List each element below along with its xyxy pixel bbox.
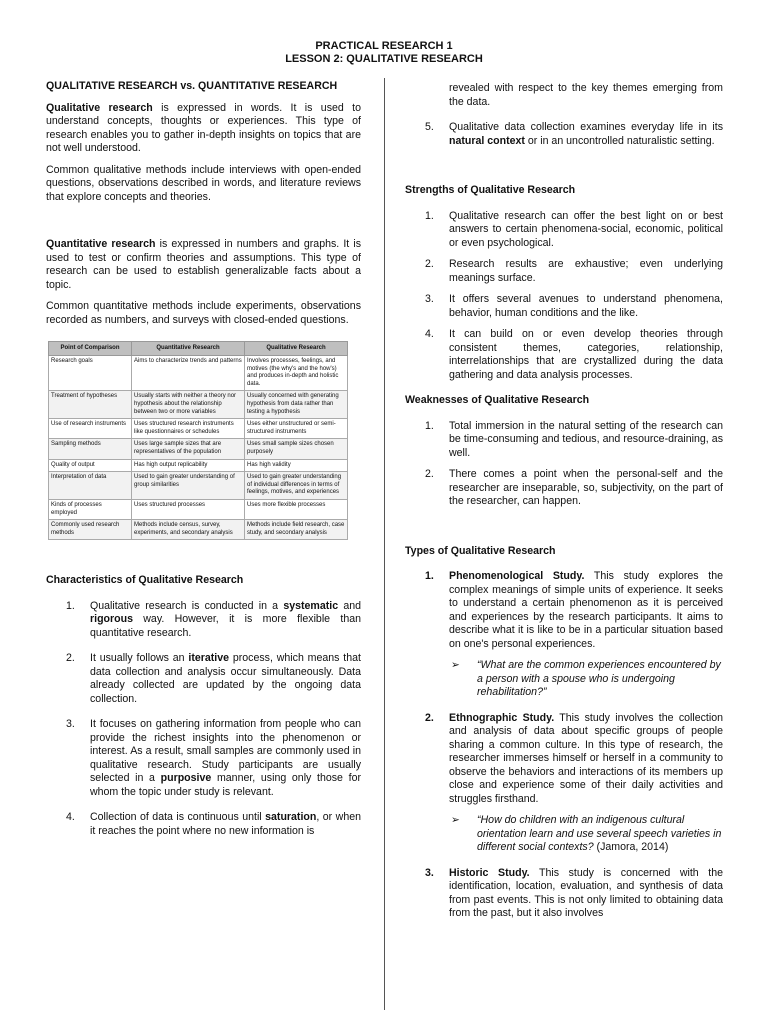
list-item: 1. Phenomenological Study. This study explores the complex meanings of simple units of experience. It seeks to understand a certain phenomenon as it is perceived and experiences by the research participants. It aims to describe what it is like to be in a particular situation based on one's personal experiences. — [425, 570, 723, 650]
course-title: PRACTICAL RESEARCH 1 — [315, 40, 453, 52]
table-cell: Treatment of hypotheses — [49, 391, 132, 419]
list-item-continuation: revealed with respect to the key themes emerging from the data. — [449, 82, 723, 108]
table-row — [49, 459, 348, 472]
list-item: 2. Ethnographic Study. This study involves the collection and analysis of data about specific groups of people sharing a common culture. In this type of research, the researcher immerses himself or herself in a community to observe the behaviors and interactions of its members up close and experience some of their daily activities and struggles firsthand. — [425, 711, 723, 805]
list-item: 4. Collection of data is continuous until saturation, or when it reaches the point where no new information is — [66, 811, 361, 837]
table-cell: Uses large sample sizes that are representatives of the population — [132, 439, 245, 459]
lesson-title: LESSON 2: QUALITATIVE RESEARCH — [285, 53, 483, 65]
strengths-heading: Strengths of Qualitative Research — [405, 184, 576, 196]
table-header-row — [49, 342, 348, 356]
weaknesses-heading: Weaknesses of Qualitative Research — [405, 394, 590, 406]
table-cell: Uses more flexible processes — [245, 499, 348, 519]
list-item: 1. Qualitative research is conducted in a systematic and rigorous way. However, it is more flexible than quantitative research. — [66, 599, 361, 639]
list-item: 2. There comes a point when the personal-self and the researcher are inseparable, so, subjectivity, on the part of the researcher, can happen. — [425, 468, 723, 507]
table-header: Quantitative Research — [132, 342, 245, 356]
table-cell: Usually concerned with generating hypothesis from data rather than testing a hypothesis — [245, 391, 348, 419]
table-header: Qualitative Research — [245, 342, 348, 356]
table-cell: Sampling methods — [49, 439, 132, 459]
table-cell: Use of research instruments — [49, 419, 132, 439]
comparison-heading: QUALITATIVE RESEARCH vs. QUANTITATIVE RESEARCH — [46, 80, 338, 92]
list-item: 3. It offers several avenues to understand phenomena, behavior, human conditions and the like. — [425, 293, 723, 319]
qualitative-methods: Common qualitative methods include interviews with open-ended questions, observations described in words, and literature reviews that explore concepts and theories. — [46, 163, 361, 203]
table-cell: Involves processes, feelings, and motives (the why's and the how's) and produces in-depth and holistic data. — [245, 356, 348, 391]
table-cell: Used to gain greater understanding of group similarities — [132, 472, 245, 500]
list-item: 4. It can build on or even develop theories through consistent themes, categories, relationship, interrelationships that are crystallized during the data gathering and data analysis processes. — [425, 328, 723, 381]
table-header: Point of Comparison — [49, 342, 132, 356]
qualitative-term: Qualitative research — [46, 101, 153, 114]
table-cell: Aims to characterize trends and patterns — [132, 356, 245, 391]
list-item: 2. Research results are exhaustive; even underlying meanings surface. — [425, 258, 723, 284]
table-row — [49, 499, 348, 519]
table-cell: Kinds of processes employed — [49, 499, 132, 519]
list-item: 2. It usually follows an iterative process, which means that data collection and analysis occur simultaneously. Data already collected are updated by the ongoing data collection. — [66, 652, 361, 705]
characteristics-heading: Characteristics of Qualitative Research — [46, 574, 244, 587]
table-row — [49, 356, 348, 391]
table-cell: Methods include field research, case study, and secondary analysis — [245, 520, 348, 540]
types-heading: Types of Qualitative Research — [405, 544, 556, 557]
table-cell: Usually starts with neither a theory nor hypothesis about the relationship between two or more variables — [132, 391, 245, 419]
left-column — [46, 80, 361, 838]
list-item: 5. Qualitative data collection examines everyday life in its natural context or in an uncontrolled naturalistic setting. — [425, 121, 723, 147]
table-cell: Uses small sample sizes chosen purposely — [245, 439, 348, 459]
qualitative-definition: Qualitative research is expressed in words. It is used to understand concepts, thoughts or experiences. This type of research enables you to gather in-depth insights on topics that are not well understood. — [46, 101, 361, 154]
table-cell: Commonly used research methods — [49, 520, 132, 540]
example-bullet: ➢ “How do children with an indigenous cultural orientation learn and use several speech varieties in different social contexts? (Jamora, 2014) — [451, 814, 722, 853]
quantitative-definition: Quantitative research is expressed in numbers and graphs. It is used to test or confirm theories and assumptions. This type of research can be used to establish generalizable facts about a topic. — [46, 238, 361, 291]
table-cell: Has high validity — [245, 459, 348, 472]
table-cell: Uses either unstructured or semi-structured instruments — [245, 419, 348, 439]
list-item: 3. Historic Study. This study is concerned with the identification, location, evaluation, and synthesis of data from past events. This is not only limited to obtaining data from the past, but it also involves — [425, 866, 723, 919]
table-cell: Uses structured research instruments like questionnaires or schedules — [132, 419, 245, 439]
list-item: 3. It focuses on gathering information from people who can provide the richest insights into the phenomenon or interest. As a result, small samples are commonly used in qualitative research. Study participants are usually selected in a purposive manner, using only those for whom the topic under study is relevant. — [66, 718, 361, 798]
table-cell: Interpretation of data — [49, 472, 132, 500]
table-cell: Quality of output — [49, 459, 132, 472]
arrow-bullet-icon: ➢ — [451, 814, 460, 826]
quantitative-methods: Common quantitative methods include experiments, observations recorded as numbers, and surveys with closed-ended questions. — [46, 300, 361, 326]
table-row — [49, 391, 348, 419]
comparison-table — [48, 341, 348, 540]
table-cell: Has high output replicability — [132, 459, 245, 472]
quantitative-term: Quantitative research — [46, 238, 156, 250]
example-bullet: ➢ “What are the common experiences encountered by a person with a spouse who is undergoing rehabilitation?” — [451, 659, 721, 698]
list-item: 1. Total immersion in the natural setting of the research can be time-consuming and tedious, and resource-draining, as well. — [425, 419, 723, 459]
table-row — [49, 520, 348, 540]
right-column — [405, 82, 723, 921]
table-cell: Uses structured processes — [132, 499, 245, 519]
table-cell: Methods include census, survey, experiments, and secondary analysis — [132, 520, 245, 540]
table-row — [49, 419, 348, 439]
column-divider — [384, 78, 385, 1010]
list-item: 1. Qualitative research can offer the best light on or best answers to certain phenomena-social, economic, political or even psychological. — [425, 209, 723, 249]
document-header — [0, 40, 768, 66]
table-cell: Research goals — [49, 356, 132, 391]
table-row — [49, 472, 348, 500]
table-row — [49, 439, 348, 459]
table-cell: Used to gain greater understanding of individual differences in terms of feelings, motives, and experiences — [245, 472, 348, 500]
arrow-bullet-icon: ➢ — [451, 659, 460, 671]
